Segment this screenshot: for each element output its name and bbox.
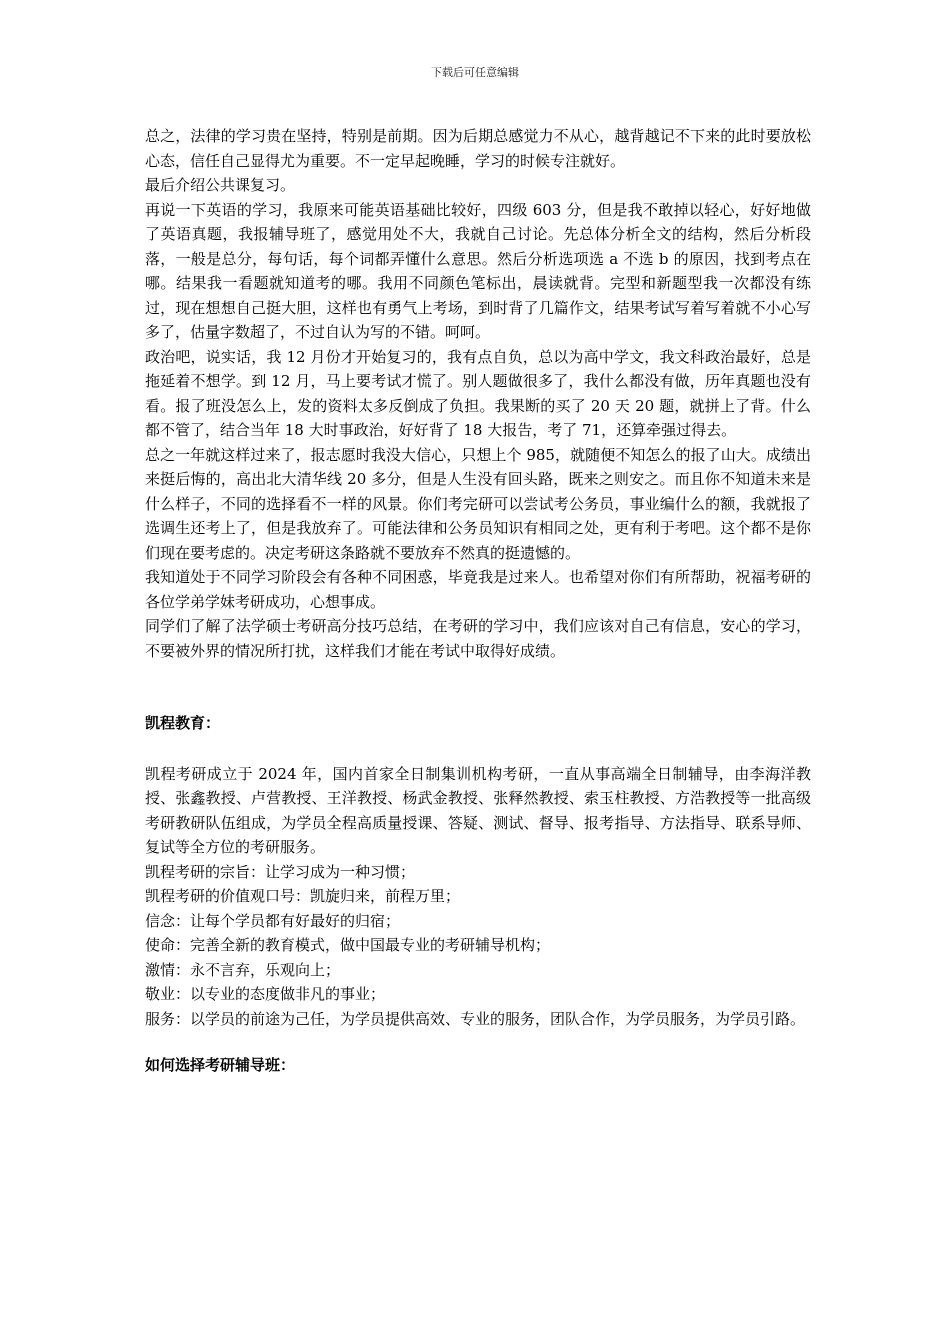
page-header: 下载后可任意编辑	[431, 66, 519, 79]
document-body	[145, 124, 811, 1078]
paragraph: 凯程考研的宗旨：让学习成为一种习惯；	[145, 862, 416, 881]
section-heading-kaicheng: 凯程教育：	[145, 714, 221, 732]
paragraph: 服务：以学员的前途为己任，为学员提供高效、专业的服务，团队合作，为学员服务，为学员引路。	[145, 1009, 806, 1028]
spacer	[145, 663, 811, 711]
paragraph: 凯程考研成立于 2024 年，国内首家全日制集训机构考研，一直从事高端全日制辅导，由李海洋教授、张鑫教授、卢营教授、王洋教授、杨武金教授、张释然教授、索玉柱教授、方浩教授等一批高级考研教研队伍组成，为学员全程高质量授课、答疑、测试、督导、报考指导、方法指导、联系导师、复试等全方位的考研服务。	[145, 764, 811, 856]
paragraph: 信念：让每个学员都有好最好的归宿；	[145, 911, 401, 930]
spacer	[145, 736, 811, 762]
paragraph: 再说一下英语的学习，我原来可能英语基础比较好，四级 603 分，但是我不敢掉以轻心，好好地做了英语真题，我报辅导班了，感觉用处不大，我就自己讨论。先总体分析全文的结构，然后分析段落，一般是总分，每句话，每个词都弄懂什么意思。然后分析选项选 a 不选 b 的原因，找到考点在哪。结果我一看题就知道考的哪。我用不同颜色笔标出，晨读就背。完型和新题型我一次都没有练过，现在想想自己挺大胆，这样也有勇气上考场，到时背了几篇作文，结果考试写着写着就不小心写多了，估量字数超了，不过自认为写的不错。呵呵。	[145, 200, 811, 341]
paragraph: 敬业：以专业的态度做非凡的事业；	[145, 985, 386, 1003]
paragraph: 总之，法律的学习贵在坚持，特别是前期。因为后期总感觉力不从心，越背越记不下来的此时要放松心态，信任自己显得尤为重要。不一定早起晚睡，学习的时候专注就好。	[145, 127, 811, 170]
paragraph: 总之一年就这样过来了，报志愿时我没大信心，只想上个 985，就随便不知怎么的报了山大。成绩出来挺后悔的，高出北大清华线 20 多分，但是人生没有回头路，既来之则安之。而且你不知道未来是什么样子，不同的选择看不一样的风景。你们考完研可以尝试考公务员，事业编什么的额，我就报了选调生还考上了，但是我放弃了。可能法律和公务员知识有相同之处，更有利于考吧。这个都不是你们现在要考虑的。决定考研这条路就不要放弃不然真的挺遗憾的。	[145, 445, 811, 562]
paragraph: 最后介绍公共课复习。	[145, 176, 296, 194]
paragraph: 使命：完善全新的教育模式，做中国最专业的考研辅导机构；	[145, 936, 551, 954]
paragraph: 政治吧，说实话，我 12 月份才开始复习的，我有点自负，总以为高中学文，我文科政治最好，总是拖延着不想学。到 12 月，马上要考试才慌了。别人题做很多了，我什么都没有做，历年真题也没有看。报了班没怎么上，发的资料太多反倒成了负担。我果断的买了 20 天 20 题，就拼上了背。什么都不管了，结合当年 18 大时事政治，好好背了 18 大报告，考了 71，还算牵强过得去。	[145, 347, 811, 439]
spacer	[145, 1031, 811, 1053]
paragraph: 激情：永不言弃，乐观向上；	[145, 960, 341, 979]
section-heading-choose-class: 如何选择考研辅导班：	[145, 1056, 296, 1074]
paragraph: 我知道处于不同学习阶段会有各种不同困惑，毕竟我是过来人。也希望对你们有所帮助，祝福考研的各位学弟学妹考研成功，心想事成。	[145, 568, 811, 611]
paragraph: 凯程考研的价值观口号：凯旋归来，前程万里；	[145, 887, 461, 905]
paragraph: 同学们了解了法学硕士考研高分技巧总结，在考研的学习中，我们应该对自己有信息，安心的学习，不要被外界的情况所打扰，这样我们才能在考试中取得好成绩。	[145, 617, 811, 660]
